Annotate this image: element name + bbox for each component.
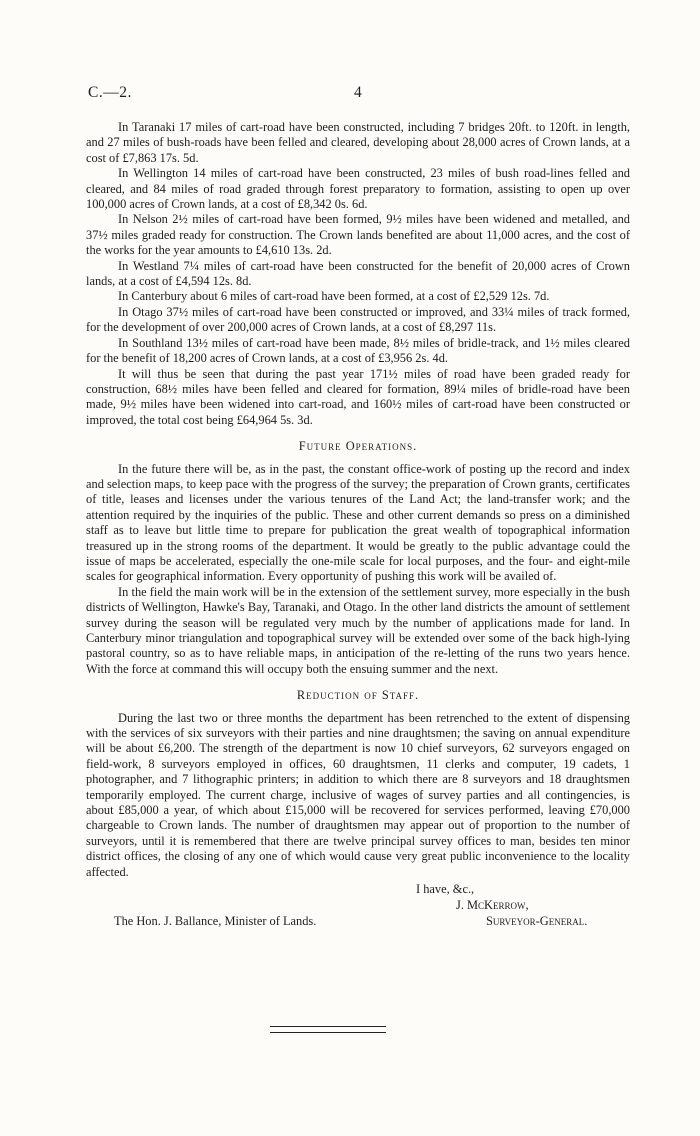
addressee: The Hon. J. Ballance, Minister of Lands. (114, 914, 317, 929)
paragraph-taranaki: In Taranaki 17 miles of cart-road have been constructed, including 7 bridges 20ft. to 120ft. in length, and 27 miles of bush-roads have been felled and cleared, developing about 28,000 acres of Crown lands, at a cost of £7,863 17s. 5d. (86, 120, 630, 165)
paragraph-southland: In Southland 13½ miles of cart-road have been made, 8½ miles of bridle-track, and 1½ miles cleared for the benefit of 18,200 acres of Crown lands, at a cost of £3,956 2s. 4d. (86, 335, 630, 366)
paragraph-retrenchment: During the last two or three months the department has been retrenched to the extent of dispensing with the services of six surveyors with their parties and nine draughtsmen; the saving on annual expenditure will be about £6,200. The strength of the department is now 10 chief surveyors, 62 surveyors engaged on field-work, 8 surveyors employed in offices, 60 draughtsmen, 11 clerks and computer, 19 cadets, 1 photographer, and 7 lithographic printers; in addition to which there are 8 surveyors and 18 draughtsmen temporarily employed. The current charge, inclusive of wages of survey parties and all contingencies, is about £85,000 a year, of which about £15,000 will be recovered for services performed, leaving £70,000 chargeable to Crown lands. The number of draughtsmen may appear out of proportion to the number of surveyors, until it is remembered that there are twelve principal survey offices to man, besides ten minor district offices, the closing of any one of which would cause very great public inconvenience to the locality affected. (86, 710, 630, 879)
signatory-surname: McKerrow, (467, 898, 529, 913)
salutation: I have, &c., (416, 882, 475, 897)
paragraph-summary: It will thus be seen that during the past year 171½ miles of road have been graded ready for construction, 68½ miles have been felled and cleared for formation, 89¼ miles of bridle-road have been made, 9½ miles have been widened into cart-road, and 160½ miles of cart-road have been constructed or improved, the total cost being £64,964 5s. 3d. (86, 366, 630, 427)
paragraph-office-work: In the future there will be, as in the past, the constant office-work of posting up the record and index and selection maps, to keep pace with the progress of the survey; the preparation of Crown grants, certificates of title, leases and licenses under the various tenures of the Land Act; the land-transfer work; and the attention required by the inquiries of the public. These and other current demands so press on a diminished staff as to leave but little time to prepare for publication the great wealth of topographical information treasured up in the strong rooms of the department. It would be greatly to the public advantage could the issue of maps be accelerated, especially the one-mile scale for local purposes, and the four- and eight-mile scales for geographical information. Every opportunity of pushing this work will be availed of. (86, 461, 630, 584)
closing-block (86, 880, 630, 944)
page-number: 4 (354, 84, 362, 101)
signatory-initial: J. (456, 898, 464, 913)
paragraph-nelson: In Nelson 2½ miles of cart-road have been formed, 9½ miles have been widened and metalled, and 37½ miles graded ready for construction. The Crown lands benefited are about 11,000 acres, and the cost of the works for the year amounts to £4,610 13s. 2d. (86, 212, 630, 258)
signatory-name (456, 898, 529, 913)
closing-double-rule (270, 1026, 386, 1033)
signatory-title: Surveyor-General. (486, 914, 588, 929)
paragraph-wellington: In Wellington 14 miles of cart-road have been constructed, 23 miles of bush road-lines felled and cleared, and 84 miles of road graded through forest preparatory to formation, assisting to open up over 100,000 acres of Crown lands, at a cost of £8,342 0s. 6d. (86, 166, 630, 212)
body-text (86, 120, 630, 944)
heading-reduction-of-staff: Reduction of Staff. (296, 688, 420, 703)
paragraph-field-work: In the field the main work will be in the extension of the settlement survey, more especially in the bush districts of Wellington, Hawke's Bay, Taranaki, and Otago. In the other land districts the amount of settlement survey during the season will be regulated very much by the number of applications made for land. In Canterbury minor triangulation and topographical survey will be extended over some of the back high-lying pastoral country, so as to have reliable maps, in anticipation of the re-letting of the runs two years hence. With the force at command this will occupy both the ensuing summer and the next. (86, 584, 630, 676)
series-reference: C.—2. (88, 84, 132, 101)
paragraph-canterbury: In Canterbury about 6 miles of cart-road have been formed, at a cost of £2,529 12s. 7d. (118, 289, 550, 304)
paragraph-westland: In Westland 7¼ miles of cart-road have been constructed for the benefit of 20,000 acres of Crown lands, at a cost of £4,594 12s. 8d. (86, 258, 630, 289)
heading-future-operations: Future Operations. (298, 439, 418, 454)
paragraph-otago: In Otago 37½ miles of cart-road have been constructed or improved, and 33¼ miles of track formed, for the development of over 200,000 acres of Crown lands, at a cost of £8,297 11s. (86, 304, 630, 335)
